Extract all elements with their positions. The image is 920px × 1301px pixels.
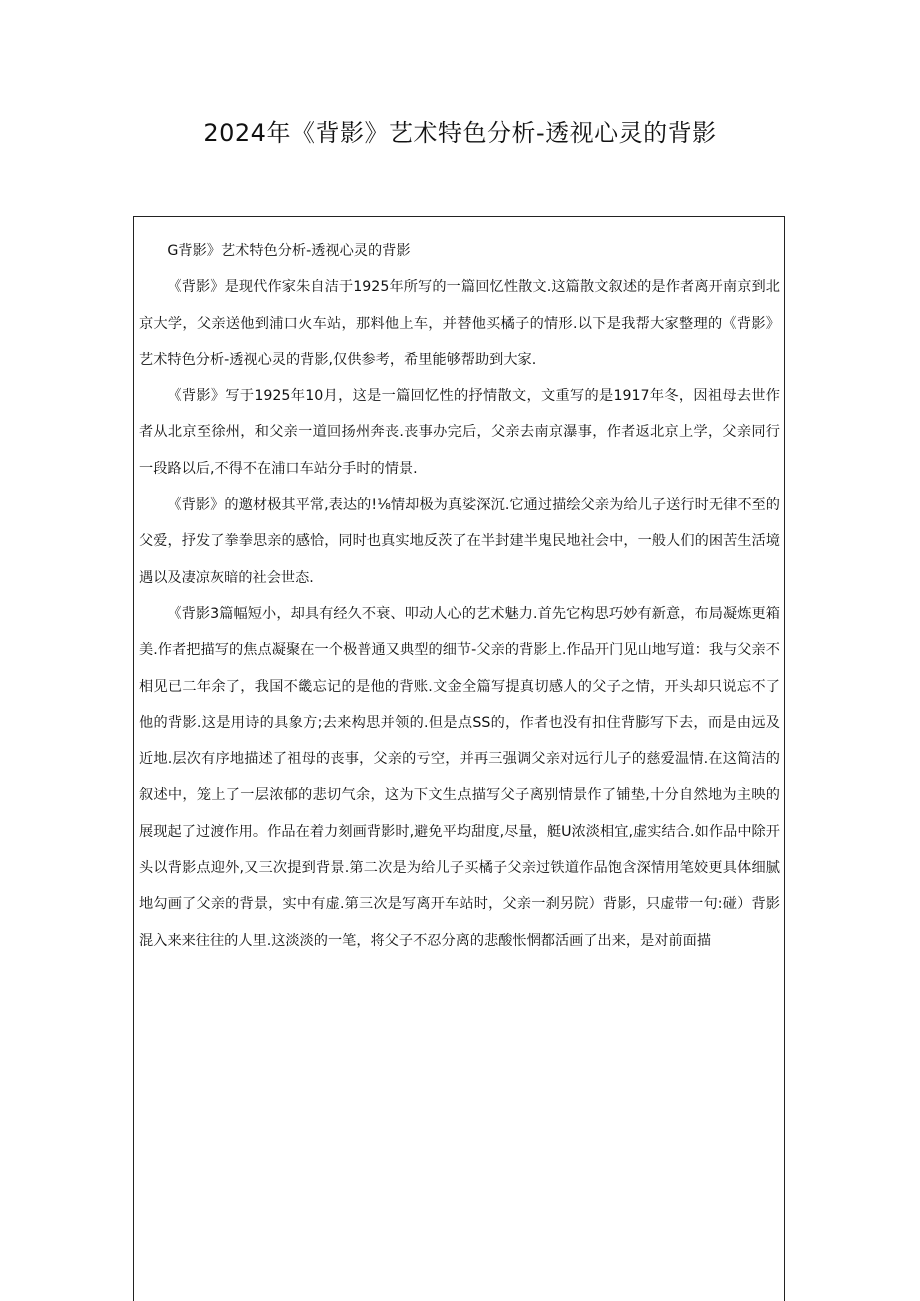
document-body <box>139 233 780 959</box>
paragraph: 《背影3篇幅短小，却具有经久不衰、叩动人心的艺术魅力.首先它构思巧妙有新意，布局凝炼更箱美.作者把描写的焦点凝聚在一个极普通又典型的细节-父亲的背影上.作品开门见山地写道：我与父亲不相见已二年余了，我国不畿忘记的是他的背账.文金全篇写提真切感人的父子之情，开头却只说忘不了他的背影.这是用诗的具象方;去来构思并领的.但是点SS的，作者也没有扣住背膨写下去，而是由远及近地.层次有序地描述了祖母的丧事，父亲的亏空，并再三强调父亲对远行儿子的慈爱温情.在这简洁的叙述中，笼上了一层浓郁的悲切气余，这为下文生点描写父子离别情景作了铺垫,十分自然地为主映的展现起了过渡作用。作品在着力刻画背影时,避免平均甜度,尽量，艇U浓淡相宜,虚实结合.如作品中除开头以背影点迎外,又三次提到背景.第二次是为给儿子买橘子父亲过铁道作品饱含深情用笔姣更具体细腻地勾画了父亲的背景，实中有虚.第三次是写离开车站时，父亲一刹另院）背影，只虚带一句:碰）背影混入来来往往的人里.这淡淡的一笔，将父子不忍分离的悲酸怅惘都活画了出来，是对前面描 <box>139 605 780 949</box>
paragraph-heading: G背影》艺术特色分析-透视心灵的背影 <box>167 243 411 259</box>
paragraph: 《背影》的邀材极其平常,表达的!⅛情却极为真娑深沉.它通过描绘父亲为给儿子送行时无律不至的父爱，抒发了拳拳思亲的感恰，同时也真实地反茨了在半封建半鬼民地社会中，一般人们的困苦生活境遇以及凄凉灰暗的社会世态. <box>139 497 780 586</box>
paragraph: 《背影》是现代作家朱自洁于1925年所写的一篇回忆性散文.这篇散文叙述的是作者离开南京到北京大学，父亲送他到浦口火车站，那料他上车，并替他买橘子的情形.以下是我帮大家整理的《背影》艺术特色分析-透视心灵的背影,仅供参考，希里能够帮助到大家. <box>139 279 780 368</box>
paragraph: 《背影》写于1925年10月，这是一篇回忆性的抒情散文，文重写的是1917年冬，因祖母去世作者从北京至徐州，和父亲一道回扬州奔丧.丧事办完后，父亲去南京瀑事，作者返北京上学，父亲同行一段路以后,不得不在浦口车站分手时的情景. <box>139 388 780 477</box>
content-frame <box>133 216 785 1301</box>
document-title: 2024年《背影》艺术特色分析-透视心灵的背影 <box>203 119 717 147</box>
